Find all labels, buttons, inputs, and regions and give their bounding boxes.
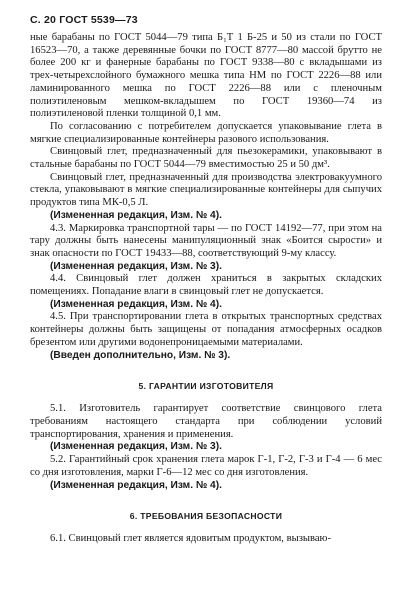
amendment-note: (Измененная редакция, Изм. № 4).	[50, 298, 222, 310]
amendment-note: (Измененная редакция, Изм. № 4).	[50, 209, 222, 221]
paragraph: 6.1. Свинцовый глет является ядовитым продуктом, вызываю-	[50, 533, 331, 545]
spacer	[30, 492, 382, 511]
paragraph: 4.4. Свинцовый глет должен храниться в закрытых складских помещениях. Попадание влаги в свинцовый глет не допускается.	[30, 273, 382, 298]
amendment-note: (Измененная редакция, Изм. № 4).	[50, 479, 222, 491]
paragraph: Свинцовый глет, предназначенный для производства электровакуумного стекла, упаковывают в мягкие специализированные контейнеры для сыпучих продуктов типа МК-0,5 Л.	[30, 171, 382, 209]
section-heading: 6. ТРЕБОВАНИЯ БЕЗОПАСНОСТИ	[129, 511, 283, 522]
paragraph: По согласованию с потребителем допускается упаковывание глета в мягкие специализированные контейнеры разового использования.	[30, 120, 382, 145]
amendment-note: (Измененная редакция, Изм. № 3).	[50, 260, 222, 272]
amendment-note: (Введен дополнительно, Изм. № 3).	[50, 349, 231, 361]
paragraph: 5.2. Гарантийный срок хранения глета марок Г-1, Г-2, Г-3 и Г-4 — 6 мес со дня изготовления, марки Г-6—12 мес со дня изготовления.	[30, 454, 382, 478]
document-page	[30, 8, 382, 598]
spacer	[30, 521, 382, 533]
spacer	[30, 391, 382, 403]
paragraph: ные барабаны по ГОСТ 5044—79 типа Б₁Т 1 Б-25 и 50 из стали по ГОСТ 16523—70, а также деревянные бочки по ГОСТ 8777—80 массой брутто не более 200 кг и фанерные барабаны по ГОСТ 9338—80 с вкладышами из трех-четырехслойного бумажного мешка типа НМ по ГОСТ 2226—88 или ламинированного мешка по ГОСТ 2226—88 или с пленочным полиэтиленовым мешком-вкладышем по ГОСТ 19360—74 из полиэтиленовой пленки толщиной 0,1 мм.	[30, 32, 382, 120]
paragraph: 4.5. При транспортировании глета в открытых транспортных средствах контейнеры должны быть защищены от попадания атмосферных осадков брезентом или другими водонепроницаемыми материалами.	[30, 311, 382, 348]
document-body	[30, 32, 382, 546]
running-head: С. 20 ГОСТ 5539—73	[30, 14, 138, 26]
spacer	[30, 362, 382, 381]
paragraph: 5.1. Изготовитель гарантирует соответствие свинцового глета требованиям настоящего стандарта при соблюдении условий транспортирования, хранения и применения.	[30, 403, 382, 440]
amendment-note: (Измененная редакция, Изм. № 3).	[50, 441, 222, 453]
section-heading: 5. ГАРАНТИИ ИЗГОТОВИТЕЛЯ	[138, 381, 274, 392]
paragraph: Свинцовый глет, предназначенный для пьезокерамики, упаковывают в стальные барабаны по ГОСТ 5044—79 вместимостью 25 и 50 дм³.	[30, 146, 382, 171]
paragraph: 4.3. Маркировка транспортной тары — по ГОСТ 14192—77, при этом на тару должны быть нанесены манипуляционный знак «Боится сырости» и знак опасности по ГОСТ 19433—88, соответствующий 9-му классу.	[30, 222, 382, 259]
